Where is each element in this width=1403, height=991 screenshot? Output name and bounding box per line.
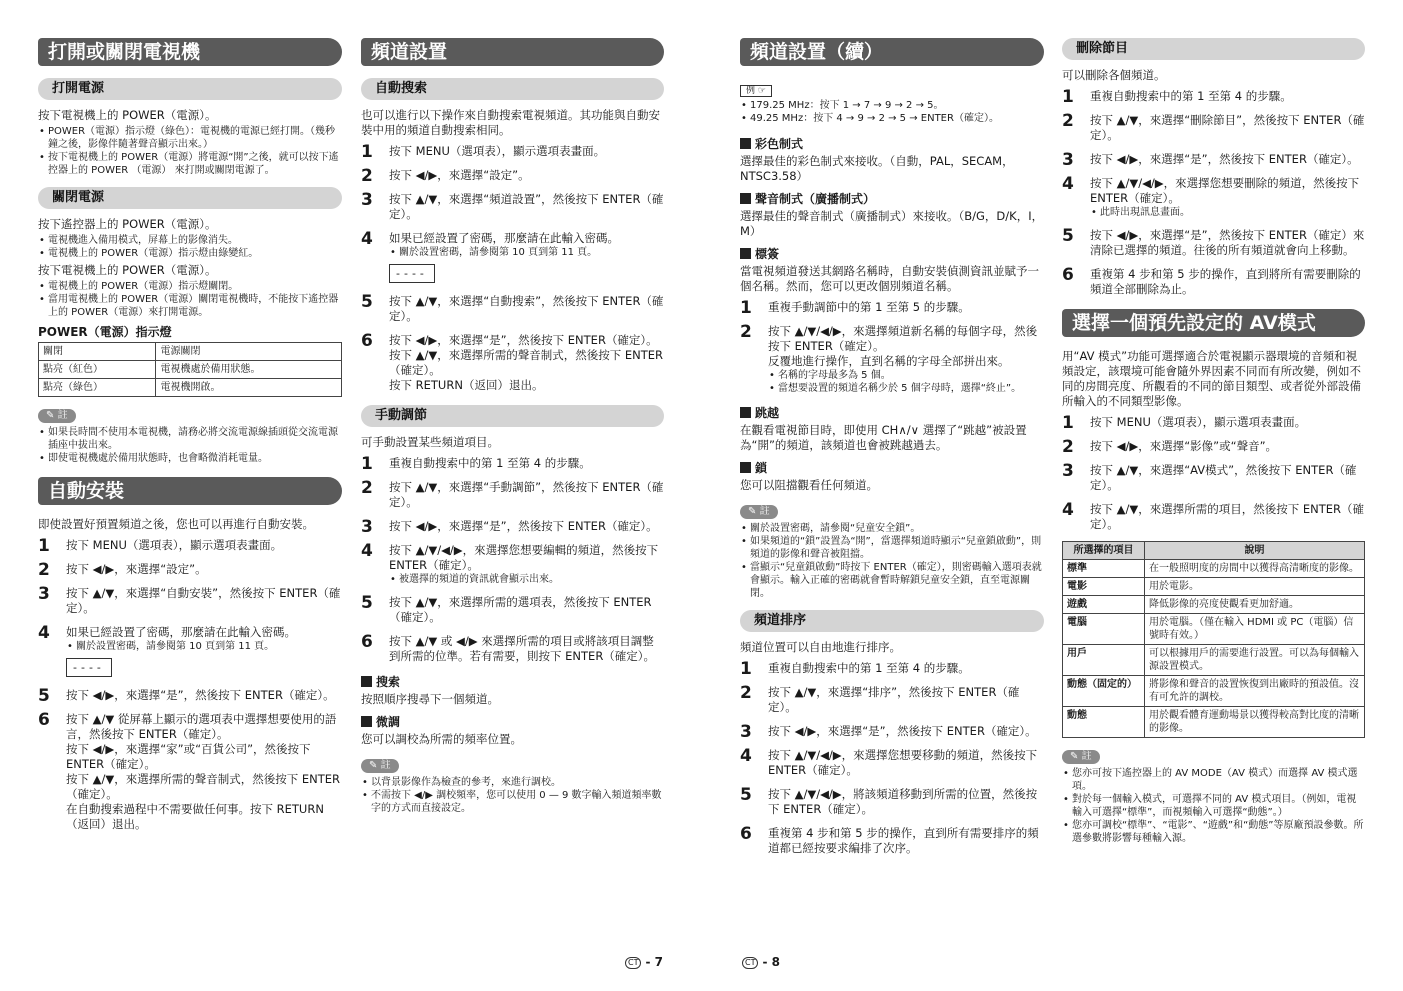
column-4 <box>1062 38 1365 845</box>
lock-heading: 鎖 <box>740 459 1044 476</box>
table-cell: 用戶 <box>1063 645 1145 676</box>
search-text: 按照順序搜尋下一個頻道。 <box>361 692 499 706</box>
color-system-heading: 彩色制式 <box>740 135 1044 152</box>
password-box: ---- <box>389 264 435 283</box>
table-row <box>1063 707 1365 738</box>
step-1: 1 按下 MENU（選項表），顯示選項表畫面。 <box>1062 413 1307 433</box>
fine-tune-heading: 微調 <box>361 713 664 730</box>
table-cell: 在一般照明度的房間中以獲得高清晰度的影像。 <box>1145 560 1365 578</box>
example-badge: 例 ☞ <box>740 85 772 97</box>
bullet: • 當用電視機上的 POWER（電源）關閉電視機時，不能按下遙控器上的 POWER（電源）來打開電源。 <box>38 293 342 319</box>
table-cell: 用於觀看體育運動場景以獲得較高對比度的清晰的影像。 <box>1145 707 1365 738</box>
table-row <box>1063 596 1365 614</box>
table-cell: 電視機處於備用狀態。 <box>156 361 342 379</box>
subheading-manual: 手動調節 <box>361 405 664 427</box>
table-cell: 動態（固定的） <box>1063 676 1145 707</box>
step-1: 1 重複自動搜索中的第 1 至第 4 的步驟。 <box>740 659 970 679</box>
bullet: • 即使電視機處於備用狀態時，也會略微消耗電量。 <box>38 452 342 465</box>
step-6: 6 重複第 4 步和第 5 步的操作，直到將所有需要刪除的頻道全部刪除為止。 <box>1062 265 1361 296</box>
bullet: • 關於設置密碼，請參閱“兒童安全鎖”。 <box>740 522 1044 535</box>
table-cell: 電視機開啟。 <box>156 379 342 397</box>
bullet: • 以背景影像作為檢查的參考，來進行調校。 <box>361 776 664 789</box>
step-4: 4 如果已經設置了密碼，那麼請在此輸入密碼。 • 關於設置密碼，請參閱第 10 頁到第 11 頁。 ---- <box>361 231 664 285</box>
step-5: 5 按下 ◀/▶，來選擇“是”，然後按下 ENTER（確定）來清除已選擇的頻道。往後的所有頻道就會向上移動。 <box>1062 226 1365 257</box>
step-5: 5 按下 ▲/▼，來選擇所需的選項表，然後按下 ENTER（確定）。 <box>361 593 652 624</box>
bullet: • 電視機上的 POWER（電源）指示燈關閉。 <box>38 280 342 293</box>
step-2: 2 按下 ▲/▼，來選擇“手動調節”，然後按下 ENTER（確定）。 <box>361 478 664 509</box>
column-2 <box>361 38 664 815</box>
search-heading: 搜索 <box>361 673 664 690</box>
av-mode-table <box>1062 541 1365 738</box>
step-5: 5 按下 ▲/▼，來選擇“自動搜索”，然後按下 ENTER（確定）。 <box>361 292 664 323</box>
table-row <box>1063 645 1365 676</box>
skip-text: 在觀看電視節目時，即使用 CH∧/∨ 選擇了“跳越”被設置為“開”的頻道，該頻道也會被跳越過去。 <box>740 423 1027 452</box>
step-5: 5 按下 ◀/▶，來選擇“是”，然後按下 ENTER（確定）。 <box>38 686 335 706</box>
table-cell: 可以根據用戶的需要進行設置。可以為每個輸入源設置模式。 <box>1145 645 1365 676</box>
power-on-text: 按下電視機上的 POWER（電源）。 <box>38 108 217 122</box>
table-header: 說明 <box>1145 542 1365 560</box>
note-label: 註 <box>57 410 68 421</box>
step-4: 4 按下 ▲/▼/◀/▶，來選擇您想要刪除的頻道，然後按下 ENTER（確定）。 • 此時出現訊息畫面。 <box>1062 176 1365 219</box>
indicator-table-title: POWER（電源）指示燈 <box>38 325 172 339</box>
step-3: 3 按下 ▲/▼，來選擇“頻道設置”，然後按下 ENTER（確定）。 <box>361 190 664 221</box>
bullet: • 如果頻道的“鎖”設置為“開”，當選擇頻道時顯示“兒童鎖啟動”，則頻道的影像和聲音被阻擋。 <box>740 535 1044 561</box>
bullet: • 按下電視機上的 POWER（電源）將電源“開”之後，就可以按下遙控器上的 POWER （電源） 來打開或關閉電源了。 <box>38 151 342 177</box>
table-row <box>39 379 342 397</box>
step-2: 2 按下 ◀/▶，來選擇“設定”。 <box>361 166 530 186</box>
step-6: 6 按下 ◀/▶，來選擇“是”，然後按下 ENTER（確定）。 按下 ▲/▼，來選擇所需的聲音制式，然後按下 ENTER（確定）。 按下 RETURN（返回）退出。 <box>361 331 664 392</box>
table-cell: 遊戲 <box>1063 596 1145 614</box>
step-3: 3 按下 ▲/▼，來選擇“AV模式”，然後按下 ENTER（確定）。 <box>1062 461 1357 492</box>
auto-search-intro: 也可以進行以下操作來自動搜索電視頻道。其功能與自動安裝中用的頻道自動搜索相同。 <box>361 108 660 137</box>
page-number-left: CT - 7 <box>625 955 663 969</box>
step-3: 3 按下 ◀/▶，來選擇“是”，然後按下 ENTER（確定）。 <box>361 517 658 537</box>
table-cell: 降低影像的亮度使觀看更加舒適。 <box>1145 596 1365 614</box>
table-row <box>1063 614 1365 645</box>
table-cell: 點亮（綠色） <box>39 379 156 397</box>
note-label: 註 <box>380 760 391 771</box>
sound-system-heading: 聲音制式（廣播制式） <box>740 190 1044 207</box>
note-label: 註 <box>1081 751 1092 762</box>
subheading-power-off: 關閉電源 <box>38 187 342 209</box>
section-title-auto-install: 自動安裝 <box>38 477 342 505</box>
section-title-channel: 頻道設置 <box>361 38 664 66</box>
table-row <box>39 361 342 379</box>
step-4: 4 按下 ▲/▼/◀/▶，來選擇您想要編輯的頻道，然後按下 ENTER（確定）。 • 被選擇的頻道的資訊就會顯示出來。 <box>361 543 664 586</box>
step-3: 3 按下 ▲/▼，來選擇“自動安裝”，然後按下 ENTER（確定）。 <box>38 584 341 615</box>
bullet: • 不需按下 ◀/▶ 調校頻率，您可以使用 0 — 9 數字輸入頻道頻率數字的方式而直接設定。 <box>361 789 664 815</box>
step-2: 2 按下 ▲/▼/◀/▶，來選擇頻道新名稱的每個字母，然後按下 ENTER（確定）。 反覆地進行操作，直到名稱的字母全部拼出來。 • 名稱的字母最多為 5 個。 • 當想要設置的頻道名稱少於 5 個字母時，選擇“終止”。 <box>740 324 1044 395</box>
step-2: 2 按下 ◀/▶，來選擇“設定”。 <box>38 560 207 580</box>
table-header: 所選擇的項目 <box>1063 542 1145 560</box>
column-3 <box>740 38 1044 865</box>
subheading-power-on: 打開電源 <box>38 78 342 100</box>
bullet: • 當顯示“兒童鎖啟動”時按下 ENTER（確定），則密碼輸入選項表就會顯示。輸入正確的密碼就會暫時解鎖兒童安全鎖，直至電源關閉。 <box>740 561 1044 600</box>
subheading-delete: 刪除節目 <box>1062 38 1365 60</box>
delete-intro: 可以刪除各個頻道。 <box>1062 68 1166 82</box>
auto-install-intro: 即使設置好預置頻道之後，您也可以再進行自動安裝。 <box>38 517 314 531</box>
step-2: 2 按下 ▲/▼，來選擇“排序”，然後按下 ENTER（確定）。 <box>740 683 1020 714</box>
step-1: 1 重複自動搜索中的第 1 至第 4 的步驟。 <box>1062 87 1292 107</box>
table-cell: 電源關閉 <box>156 343 342 361</box>
step-4: 4 如果已經設置了密碼，那麼請在此輸入密碼。 • 關於設置密碼，請參閱第 10 頁到第 11 頁。 ---- <box>38 625 342 679</box>
color-system-text: 選擇最佳的彩色制式來接收。（自動，PAL，SECAM，NTSC3.58） <box>740 154 1014 183</box>
step-2: 2 按下 ◀/▶，來選擇“影像”或“聲音”。 <box>1062 437 1278 457</box>
bullet: • 電視機上的 POWER（電源）指示燈由綠變紅。 <box>38 247 342 260</box>
step-1: 1 按下 MENU（選項表），顯示選項表畫面。 <box>361 142 606 162</box>
table-cell: 標準 <box>1063 560 1145 578</box>
page-number-right: CT - 8 <box>742 955 780 969</box>
sound-system-text: 選擇最佳的聲音制式（廣播制式）來接收。（B/G，D/K，I，M） <box>740 209 1044 238</box>
step-6: 6 按下 ▲/▼ 或 ◀/▶ 來選擇所需的項目或將該項目調整到所需的位準。若有需要，則按下 ENTER（確定）。 <box>361 632 656 663</box>
note-badge: ✎ 註 <box>740 505 778 519</box>
table-cell: 電腦 <box>1063 614 1145 645</box>
lock-text: 您可以阻擋觀看任何頻道。 <box>740 478 878 492</box>
bullet: • 如果長時間不使用本電視機，請務必將交流電源線插頭從交流電源插座中拔出來。 <box>38 426 342 452</box>
bullet: • 對於每一個輸入模式，可選擇不同的 AV 模式項目。（例如，電視輸入可選擇“標準”，而視頻輸入可選擇“動態”。） <box>1062 793 1365 819</box>
bullet: • 179.25 MHz：按下 1 → 7 → 9 → 2 → 5。 <box>740 99 1044 112</box>
table-row <box>1063 578 1365 596</box>
step-3: 3 按下 ◀/▶，來選擇“是”，然後按下 ENTER（確定）。 <box>740 722 1037 742</box>
section-title-channel-cont: 頻道設置（續） <box>740 38 1044 66</box>
table-cell: 點亮（紅色） <box>39 361 156 379</box>
indicator-table <box>38 342 342 397</box>
step-6: 6 重複第 4 步和第 5 步的操作，直到所有需要排序的頻道都已經按要求編排了次序。 <box>740 824 1039 855</box>
table-row <box>39 343 342 361</box>
step-1: 1 重複自動搜索中的第 1 至第 4 的步驟。 <box>361 454 591 474</box>
note-badge: ✎ 註 <box>1062 750 1100 764</box>
section-title-av-mode: 選擇一個預先設定的 AV模式 <box>1062 309 1365 337</box>
step-3: 3 按下 ◀/▶，來選擇“是”，然後按下 ENTER（確定）。 <box>1062 150 1359 170</box>
power-off-text: 按下遙控器上的 POWER（電源）。 <box>38 217 217 231</box>
step-2: 2 按下 ▲/▼，來選擇“刪除節目”，然後按下 ENTER（確定）。 <box>1062 111 1365 142</box>
table-cell: 用於電腦。（僅在輸入 HDMI 或 PC（電腦）信號時有效。） <box>1145 614 1365 645</box>
av-intro: 用“AV 模式”功能可選擇適合於電視顯示器環境的音頻和視頻設定，該環境可能會隨外界因素不同而有所改變，例如不同的房間亮度、所觀看的不同的節目類型、或者從外部設備所輸入的不同類型影像。 <box>1062 349 1361 408</box>
bullet: • 49.25 MHz：按下 4 → 9 → 2 → 5 → ENTER（確定）。 <box>740 112 1044 125</box>
bullet: • 您亦可按下遙控器上的 AV MODE（AV 模式）而選擇 AV 模式選項。 <box>1062 767 1365 793</box>
table-cell: 電影 <box>1063 578 1145 596</box>
column-1 <box>38 38 342 841</box>
table-header-row <box>1063 542 1365 560</box>
step-1: 1 重複手動調節中的第 1 至第 5 的步驟。 <box>740 298 970 318</box>
table-row <box>1063 560 1365 578</box>
table-row <box>1063 676 1365 707</box>
label-heading: 標簽 <box>740 245 1044 262</box>
bullet: • 您亦可調校“標準”、“電影”、“遊戲”和“動態”等原廠預設參數。所選參數將影響每種輸入源。 <box>1062 819 1365 845</box>
step-4: 4 按下 ▲/▼/◀/▶，來選擇您想要移動的頻道，然後按下 ENTER（確定）。 <box>740 746 1038 777</box>
table-cell: 動態 <box>1063 707 1145 738</box>
fine-tune-text: 您可以調校為所需的頻率位置。 <box>361 732 522 746</box>
step-6: 6 按下 ▲/▼ 從屏幕上顯示的選項表中選擇想要使用的語言，然後按下 ENTER（確定）。 按下 ◀/▶，來選擇“家”或“百貨公司”，然後按下 ENTER（確定）。 按下 ▲/▼，來選擇所需的聲音制式，然後按下 ENTER（確定）。 在自動搜索過程中不需要做任何事。按下 RETURN（返回）退出。 <box>38 710 341 831</box>
note-badge: ✎ 註 <box>361 759 399 773</box>
table-cell: 關閉 <box>39 343 156 361</box>
section-title-power: 打開或關閉電視機 <box>38 38 342 66</box>
skip-heading: 跳越 <box>740 404 1044 421</box>
manual-intro: 可手動設置某些頻道項目。 <box>361 435 499 449</box>
power-off-text-2: 按下電視機上的 POWER（電源）。 <box>38 263 217 277</box>
password-box: ---- <box>66 658 112 677</box>
step-5: 5 按下 ▲/▼/◀/▶，將該頻道移動到所需的位置，然後按下 ENTER（確定）。 <box>740 785 1038 816</box>
subheading-sort: 頻道排序 <box>740 610 1044 632</box>
bullet: • POWER（電源）指示燈（綠色）：電視機的電源已經打開。（幾秒鐘之後，影像伴隨著聲音顯示出來。） <box>38 125 342 151</box>
note-badge: ✎ 註 <box>38 409 76 423</box>
sort-intro: 頻道位置可以自由地進行排序。 <box>740 640 901 654</box>
label-text: 當電視頻道發送其網路名稱時，自動安裝偵測資訊並賦予一個名稱。然而，您可以更改個別頻道名稱。 <box>740 264 1039 293</box>
step-1: 1 按下 MENU（選項表），顯示選項表畫面。 <box>38 536 283 556</box>
subheading-auto-search: 自動搜索 <box>361 78 664 100</box>
note-label: 註 <box>759 506 770 517</box>
table-cell: 將影像和聲音的設置恢復到出廠時的預設值。沒有可允許的調校。 <box>1145 676 1365 707</box>
bullet: • 電視機進入備用模式，屏幕上的影像消失。 <box>38 234 342 247</box>
step-4: 4 按下 ▲/▼，來選擇所需的項目，然後按下 ENTER（確定）。 <box>1062 500 1365 531</box>
table-cell: 用於電影。 <box>1145 578 1365 596</box>
